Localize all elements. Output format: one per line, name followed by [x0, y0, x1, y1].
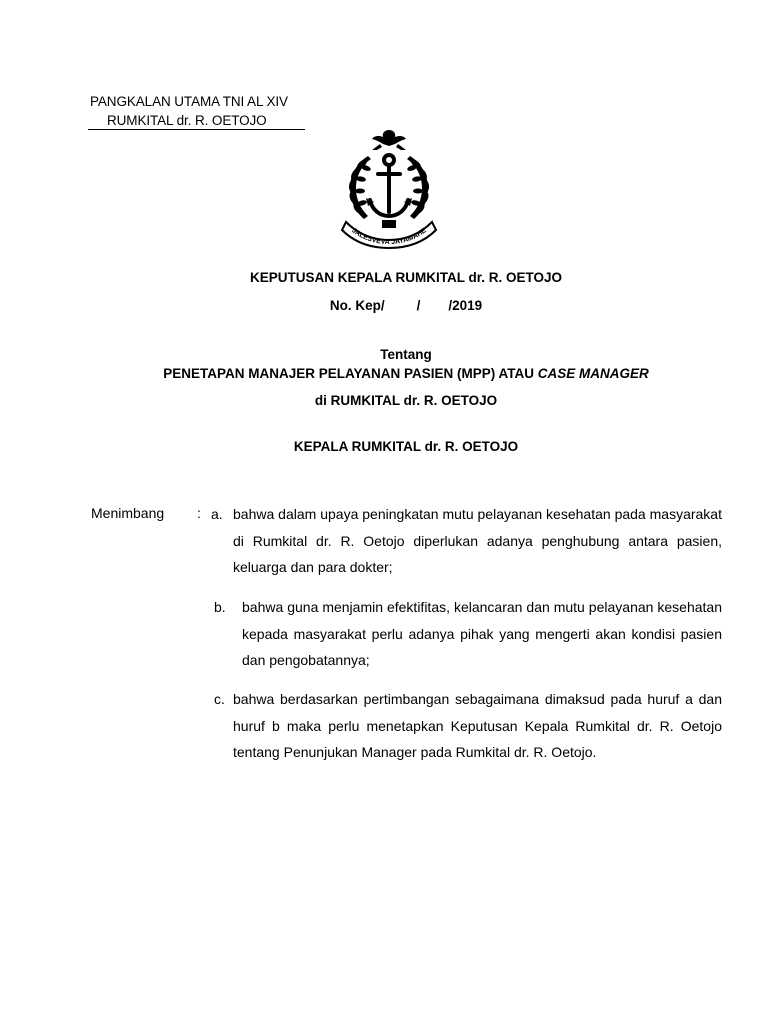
- item-marker: c.: [214, 691, 225, 707]
- decision-authority: KEPALA RUMKITAL dr. R. OETOJO: [293, 439, 519, 454]
- navy-emblem-logo: [328, 124, 450, 252]
- header-underline: [88, 129, 305, 130]
- decision-location: di RUMKITAL dr. R. OETOJO: [314, 393, 498, 408]
- item-text: bahwa dalam upaya peningkatan mutu pelayanan kesehatan pada masyarakat di Rumkital dr. R. Oetojo diperlukan adanya penghubung antara pasien, keluarga dan para dokter;: [233, 506, 722, 575]
- org-name-line2: RUMKITAL dr. R. OETOJO: [107, 113, 267, 128]
- org-name-line1: PANGKALAN UTAMA TNI AL XIV: [90, 94, 288, 109]
- item-text: bahwa guna menjamin efektifitas, kelancaran dan mutu pelayanan kesehatan kepada masyarakat perlu adanya pihak yang mengerti akan kondisi pasien dan pengobatannya;: [242, 599, 722, 668]
- item-text: bahwa berdasarkan pertimbangan sebagaimana dimaksud pada huruf a dan huruf b maka perlu menetapkan Keputusan Kepala Rumkital dr. R. Oetojo tentang Penunjukan Manager pada Rumkital dr. R. Oetojo.: [233, 691, 722, 760]
- decision-number-year: /2019: [448, 298, 483, 313]
- considering-item-b: [214, 594, 722, 674]
- decision-subject: [0, 366, 768, 381]
- about-label: Tentang: [380, 347, 432, 362]
- decision-subject-italic: CASE MANAGER: [537, 366, 649, 381]
- organization-header: [90, 92, 306, 130]
- decision-number-separator: /: [416, 298, 421, 313]
- item-marker: b.: [214, 599, 226, 615]
- item-marker: a.: [211, 506, 223, 522]
- decision-number: [0, 298, 768, 313]
- decision-number-prefix: No. Kep/: [329, 298, 385, 313]
- considering-item-c: [214, 686, 722, 766]
- considering-colon: :: [197, 505, 201, 521]
- considering-label: Menimbang: [91, 505, 165, 521]
- decision-subject-main: PENETAPAN MANAJER PELAYANAN PASIEN (MPP) ATAU: [163, 366, 538, 381]
- considering-item-a: [211, 501, 722, 581]
- emblem-motto: JALESVEVA JAYAMAHE: [350, 227, 428, 247]
- decision-title: KEPUTUSAN KEPALA RUMKITAL dr. R. OETOJO: [249, 270, 563, 285]
